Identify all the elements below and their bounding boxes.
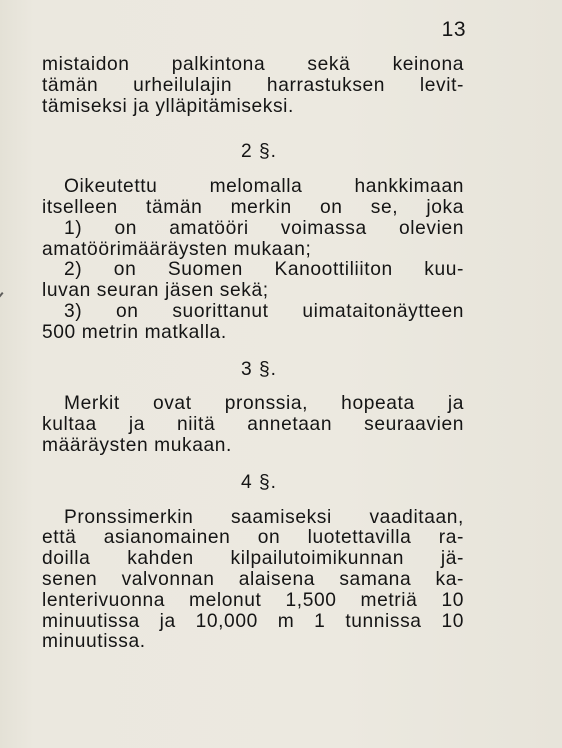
text-line: että asianomainen on luotettavilla ra-: [42, 527, 464, 549]
text-line: amatöörimääräysten mukaan;: [42, 238, 312, 260]
text-line: itselleen tämän merkin on se, joka: [42, 196, 464, 218]
text-line: määräysten mukaan.: [42, 434, 232, 456]
text-line: mistaidon palkintona sekä keinona: [42, 54, 464, 75]
text-line: luvan seuran jäsen sekä;: [42, 280, 269, 302]
section-4-text: [42, 508, 464, 654]
text-line: senen valvonnan alaisena samana ka-: [42, 568, 464, 590]
text-line: kultaa ja niitä annetaan seuraavien: [42, 414, 464, 436]
text-line: 500 metrin matkalla.: [42, 321, 227, 343]
page-number: 13: [441, 18, 466, 41]
text-line: 3) on suorittanut uimataitonäytteen: [64, 300, 464, 322]
text-line: minuutissa.: [42, 631, 146, 653]
page-body: [42, 55, 464, 653]
section-heading: 4 §.: [240, 471, 277, 493]
intro-paragraph: [42, 55, 464, 117]
text-line: doilla kahden kilpailutoimikunnan jä-: [42, 548, 464, 570]
text-line: 2) on Suomen Kanoottiliiton kuu-: [64, 259, 464, 281]
section-3-text: [42, 394, 464, 456]
text-line: 1) on amatööri voimassa olevien: [64, 217, 464, 239]
text-line: Oikeutettu melomalla hankkimaan: [64, 176, 464, 198]
text-line: tämän urheilulajin harrastuksen levit-: [42, 74, 464, 96]
section-heading: 2 §.: [240, 141, 277, 163]
section-heading: 3 §.: [240, 358, 277, 380]
text-line: Pronssimerkin saamiseksi vaaditaan,: [64, 506, 464, 528]
text-line: lenterivuonna melonut 1,500 metriä 10: [42, 589, 464, 611]
margin-pencil-mark: [0, 292, 3, 321]
text-line: minuutissa ja 10,000 m 1 tunnissa 10: [42, 610, 464, 632]
section-2-text: [42, 177, 464, 343]
text-line: Merkit ovat pronssia, hopeata ja: [64, 393, 464, 415]
text-line: tämiseksi ja ylläpitämiseksi.: [42, 95, 294, 117]
